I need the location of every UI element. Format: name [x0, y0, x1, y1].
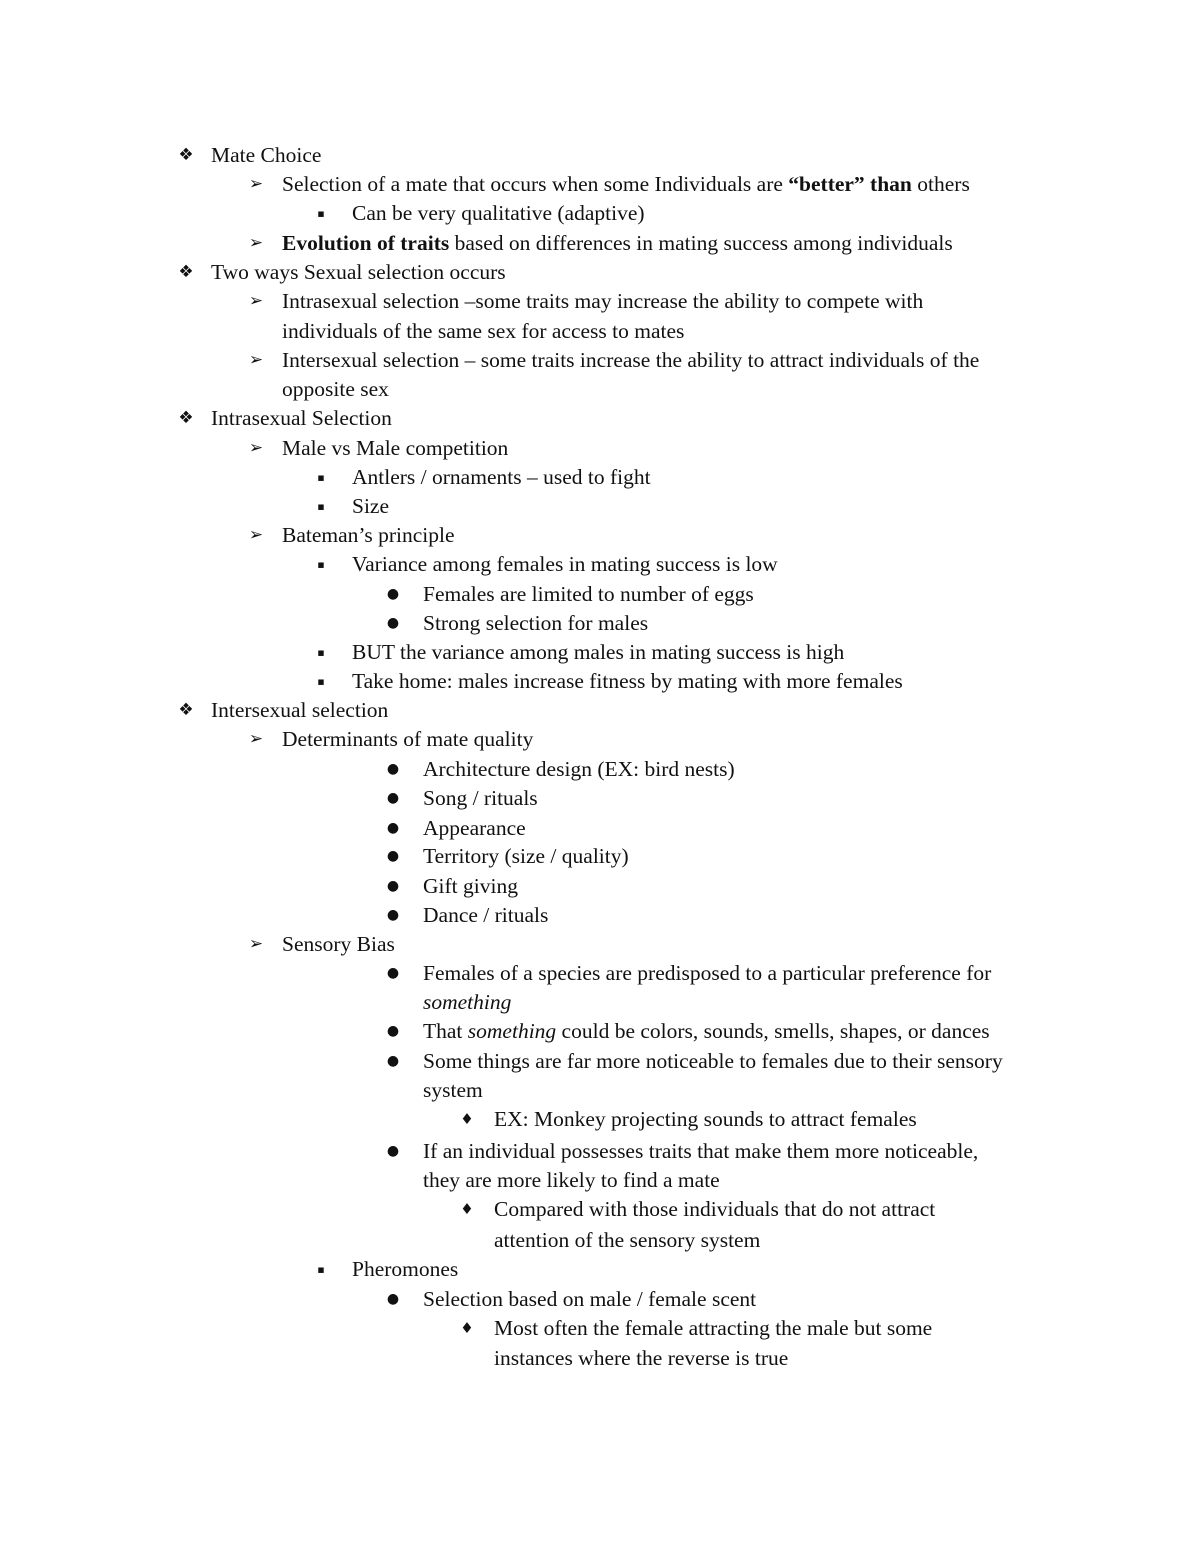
small-diamond-bullet-icon: ♦: [460, 1319, 474, 1337]
square-bullet-icon: ▪: [317, 646, 325, 659]
female-variance: Variance among females in mating success is low: [352, 552, 778, 576]
square-bullet-icon: ▪: [317, 500, 325, 513]
dot-bullet-icon: ●: [386, 615, 400, 631]
mate-quality-determinants: Determinants of mate quality: [282, 727, 534, 751]
arrow-bullet-icon: ➢: [248, 291, 264, 311]
heading-intrasexual-selection: Intrasexual Selection: [211, 406, 392, 430]
mate-choice-definition: [282, 170, 970, 199]
arrow-bullet-icon: ➢: [248, 174, 264, 194]
scent-selection: Selection based on male / female scent: [423, 1287, 757, 1311]
text-segment: others: [911, 172, 970, 196]
text-segment: That: [423, 1019, 468, 1043]
batemans-principle: Bateman’s principle: [282, 523, 455, 547]
noticeable-line1: Some things are far more noticeable to females due to their sensory: [423, 1049, 1003, 1073]
dot-bullet-icon: ●: [386, 761, 400, 777]
dot-bullet-icon: ●: [386, 790, 400, 806]
arrow-bullet-icon: ➢: [248, 438, 264, 458]
determinant-item: Territory (size / quality): [423, 844, 629, 868]
selection-for-males: Strong selection for males: [423, 611, 649, 635]
male-variance: BUT the variance among males in mating success is high: [352, 640, 845, 664]
intersexual-definition-line1: Intersexual selection – some traits increase the ability to attract individuals of the: [282, 348, 980, 372]
arrow-bullet-icon: ➢: [248, 729, 264, 749]
text-segment: could be colors, sounds, smells, shapes, or dances: [556, 1019, 990, 1043]
compared-line2: attention of the sensory system: [494, 1228, 761, 1252]
traits-line1: If an individual possesses traits that make them more noticeable,: [423, 1139, 979, 1163]
diamond-bullet-icon: ❖: [178, 262, 194, 282]
diamond-bullet-icon: ❖: [178, 145, 194, 165]
dot-bullet-icon: ●: [386, 1053, 400, 1069]
heading-mate-choice: Mate Choice: [211, 143, 322, 167]
square-bullet-icon: ▪: [317, 471, 325, 484]
take-home: Take home: males increase fitness by mating with more females: [352, 669, 903, 693]
evolution-of-traits: [282, 229, 953, 258]
dot-bullet-icon: ●: [386, 1143, 400, 1159]
traits-line2: they are more likely to find a mate: [423, 1168, 720, 1192]
dot-bullet-icon: ●: [386, 848, 400, 864]
determinant-item: Architecture design (EX: bird nests): [423, 757, 735, 781]
small-diamond-bullet-icon: ♦: [460, 1200, 474, 1218]
antlers-item: Antlers / ornaments – used to fight: [352, 465, 651, 489]
dot-bullet-icon: ●: [386, 586, 400, 602]
intrasexual-definition-line2: individuals of the same sex for access to mates: [282, 319, 685, 343]
bold-text: Evolution of traits: [282, 231, 450, 255]
monkey-example: EX: Monkey projecting sounds to attract females: [494, 1107, 917, 1131]
qualitative-note: Can be very qualitative (adaptive): [352, 201, 645, 225]
compared-line1: Compared with those individuals that do not attract: [494, 1197, 936, 1221]
dot-bullet-icon: ●: [386, 820, 400, 836]
determinant-item: Song / rituals: [423, 786, 538, 810]
female-attracting-line2: instances where the reverse is true: [494, 1346, 789, 1370]
arrow-bullet-icon: ➢: [248, 525, 264, 545]
female-attracting-line1: Most often the female attracting the male but some: [494, 1316, 933, 1340]
intrasexual-definition-line1: Intrasexual selection –some traits may increase the ability to compete with: [282, 289, 924, 313]
small-diamond-bullet-icon: ♦: [460, 1110, 474, 1128]
determinant-item: Gift giving: [423, 874, 518, 898]
text-segment: based on differences in mating success among individuals: [449, 231, 953, 255]
predisposed-line2: something: [423, 990, 512, 1014]
male-competition: Male vs Male competition: [282, 436, 509, 460]
dot-bullet-icon: ●: [386, 965, 400, 981]
arrow-bullet-icon: ➢: [248, 934, 264, 954]
heading-intersexual-selection: Intersexual selection: [211, 698, 389, 722]
dot-bullet-icon: ●: [386, 1291, 400, 1307]
diamond-bullet-icon: ❖: [178, 700, 194, 720]
square-bullet-icon: ▪: [317, 558, 325, 571]
italic-text: something: [467, 1019, 557, 1043]
square-bullet-icon: ▪: [317, 675, 325, 688]
dot-bullet-icon: ●: [386, 878, 400, 894]
size-item: Size: [352, 494, 390, 518]
determinant-item: Appearance: [423, 816, 526, 840]
dot-bullet-icon: ●: [386, 1023, 400, 1039]
determinant-item: Dance / rituals: [423, 903, 549, 927]
square-bullet-icon: ▪: [317, 207, 325, 220]
text-segment: Selection of a mate that occurs when some Individuals are: [282, 172, 789, 196]
eggs-limit: Females are limited to number of eggs: [423, 582, 754, 606]
square-bullet-icon: ▪: [317, 1263, 325, 1276]
something-examples: [423, 1017, 990, 1046]
pheromones: Pheromones: [352, 1257, 459, 1281]
sensory-bias: Sensory Bias: [282, 932, 395, 956]
predisposed-line1: Females of a species are predisposed to a particular preference for: [423, 961, 992, 985]
bold-text: “better” than: [788, 172, 912, 196]
arrow-bullet-icon: ➢: [248, 350, 264, 370]
heading-two-ways: Two ways Sexual selection occurs: [211, 260, 506, 284]
arrow-bullet-icon: ➢: [248, 233, 264, 253]
dot-bullet-icon: ●: [386, 907, 400, 923]
noticeable-line2: system: [423, 1078, 483, 1102]
intersexual-definition-line2: opposite sex: [282, 377, 389, 401]
diamond-bullet-icon: ❖: [178, 408, 194, 428]
